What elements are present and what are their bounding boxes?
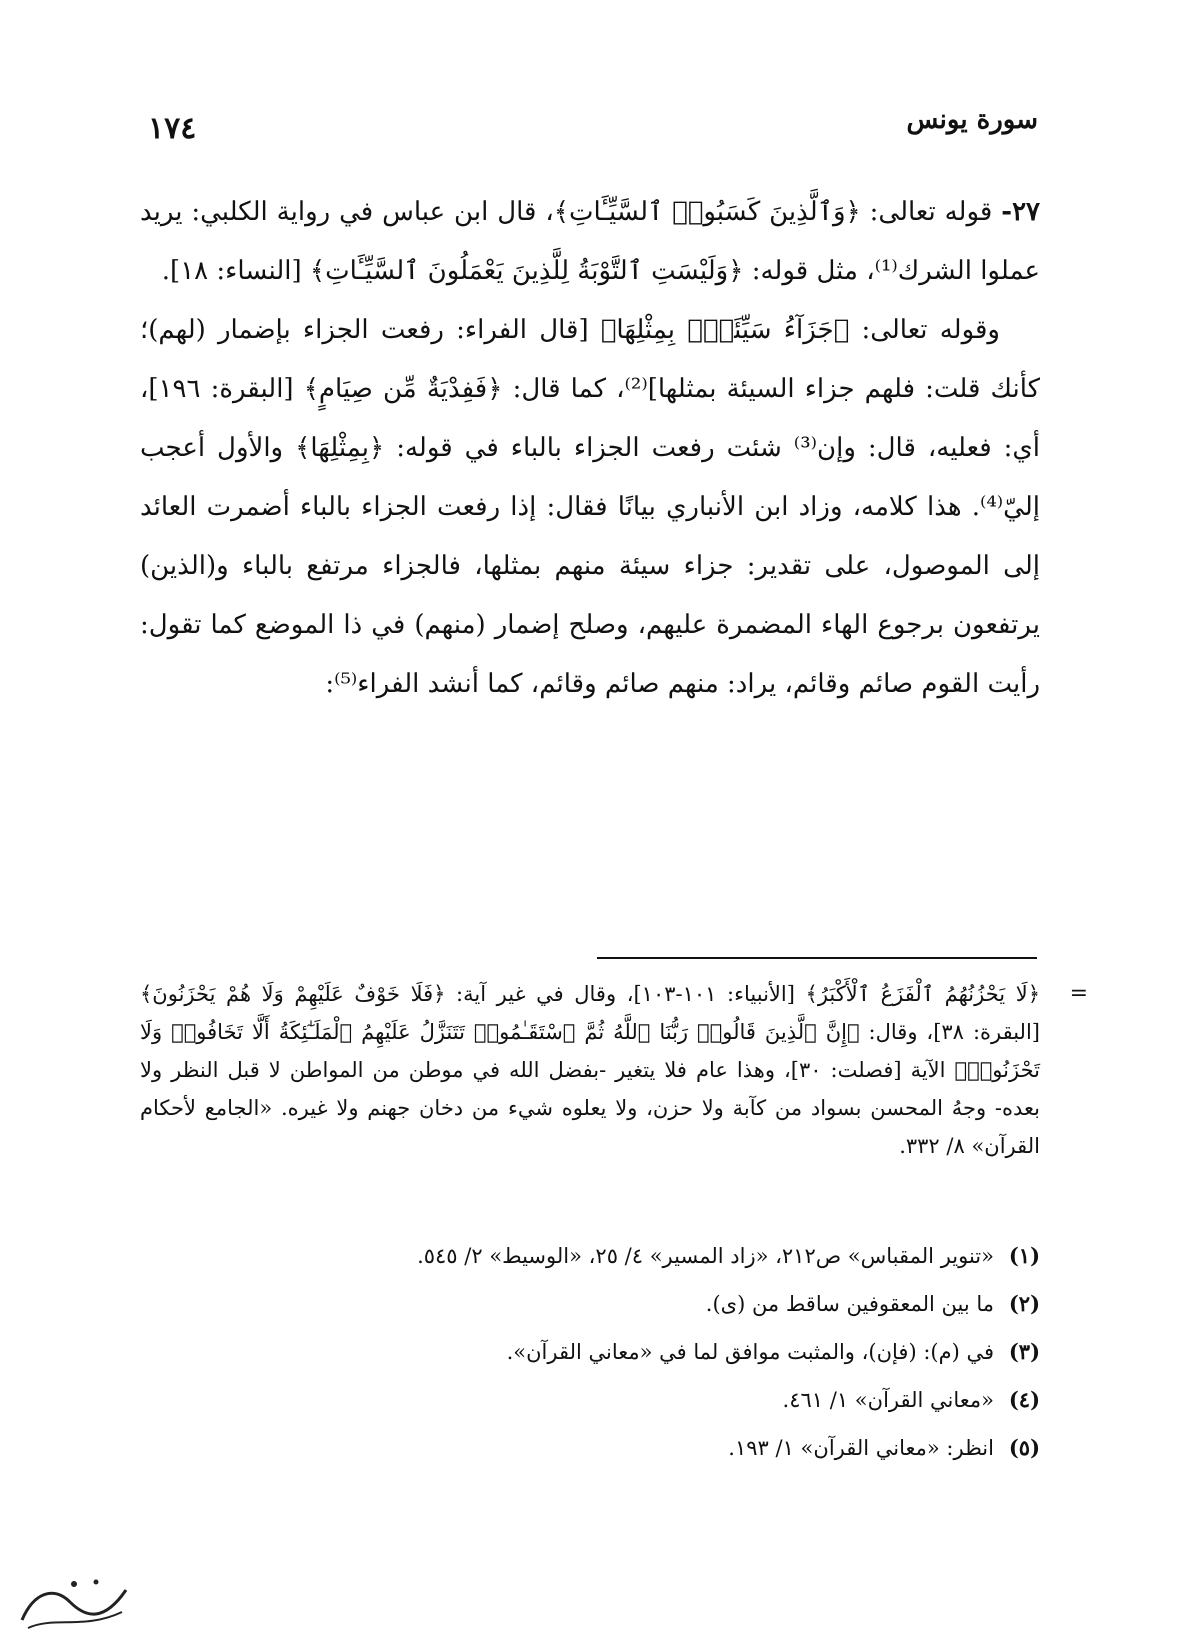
- footnote-continuation: [140, 975, 1088, 1225]
- footnotes: [140, 1232, 1040, 1472]
- footnote-1: (١) «تنوير المقباس» ص٢١٢، «زاد المسير» ٤/ ٢٥، «الوسيط» ٢/ ٥٤٥.: [417, 1243, 1040, 1268]
- main-text: [140, 183, 1040, 943]
- footnote-divider: [597, 957, 1037, 959]
- paragraph-jaza: وقوله تعالى: ﴿جَزَآءُ سَيِّئَةٍۭ بِمِثْلِهَا﴾ [قال الفراء: رفعت الجزاء بإضمار (لهم)؛ كأنك قلت: فلهم جزاء السيئة بمثلها]⁽²⁾، كما قال: ﴿فَفِدْيَةٌ مِّن صِيَامٍ﴾ [البقرة: ١٩٦]، أي: فعليه، قال: وإن⁽³⁾ شئت رفعت الجزاء بالباء في قوله: ﴿بِمِثْلِهَا﴾ والأول أعجب إليّ⁽⁴⁾. هذا كلامه، وزاد ابن الأنباري بيانًا فقال: إذا رفعت الجزاء بالباء أضمرت العائد إلى الموصول، على تقدير: جزاء سيئة منهم بمثلها، فالجزاء مرتفع بالباء و(الذين) يرتفعون برجوع الهاء المضمرة عليهم، وصلح إضمار (منهم) في ذا الموضع كما تقول: رأيت القوم صائم وقائم، يراد: منهم صائم وقائم، كما أنشد الفراء⁽⁵⁾:: [140, 315, 1040, 699]
- surah-title: سورة يونس: [906, 105, 1038, 135]
- footnote-2: (٢) ما بين المعقوفين ساقط من (ى).: [705, 1291, 1040, 1316]
- page-header: [148, 105, 1038, 155]
- continuation-marker: =: [1069, 981, 1088, 1006]
- footnote-3: (٣) في (م): (فإن)، والمثبت موافق لما في «معاني القرآن».: [506, 1339, 1040, 1364]
- verse-number: ٢٧-: [1001, 197, 1040, 227]
- footnote-5: (٥) انظر: «معاني القرآن» ١/ ١٩٣.: [728, 1435, 1040, 1460]
- continuation-text: ﴿لَا يَحْزُنُهُمُ ٱلْفَزَعُ ٱلْأَكْبَرُ﴾ [الأنبياء: ١٠١-١٠٣]، وقال في غير آية: ﴿فَلَا خَوْفٌ عَلَيْهِمْ وَلَا هُمْ يَحْزَنُونَ﴾ [البقرة: ٣٨]، وقال: ﴿إِنَّ ٱلَّذِينَ قَالُوا۟ رَبُّنَا ٱللَّهُ ثُمَّ ٱسْتَقَـٰمُوا۟ تَتَنَزَّلُ عَلَيْهِمُ ٱلْمَلَـٰٓئِكَةُ أَلَّا تَخَافُوا۟ وَلَا تَحْزَنُوا۟﴾ الآية [فصلت: ٣٠]، وهذا عام فلا يتغير -بفضل الله في موطن من المواطن لا قبل النظر ولا بعده- وجهُ المحسن بسواد من كآبة ولا حزن، ولا يعلوه شيء من دخان جهنم ولا غيره. «الجامع لأحكام القرآن» ٨/ ٣٣٢.: [140, 982, 1040, 1158]
- publisher-logo-icon: [14, 1572, 134, 1636]
- paragraph-27-text: قوله تعالى: ﴿وَٱلَّذِينَ كَسَبُوا۟ ٱلسَّيِّـَٔاتِ﴾، قال ابن عباس في رواية الكلبي: يريد عملوا الشرك⁽¹⁾، مثل قوله: ﴿وَلَيْسَتِ ٱلتَّوْبَةُ لِلَّذِينَ يَعْمَلُونَ ٱلسَّيِّـَٔاتِ﴾ [النساء: ١٨].: [140, 197, 1040, 286]
- page-number: ١٧٤: [148, 111, 197, 146]
- footnote-4: (٤) «معاني القرآن» ١/ ٤٦١.: [782, 1387, 1040, 1412]
- paragraph-27: [140, 183, 1040, 301]
